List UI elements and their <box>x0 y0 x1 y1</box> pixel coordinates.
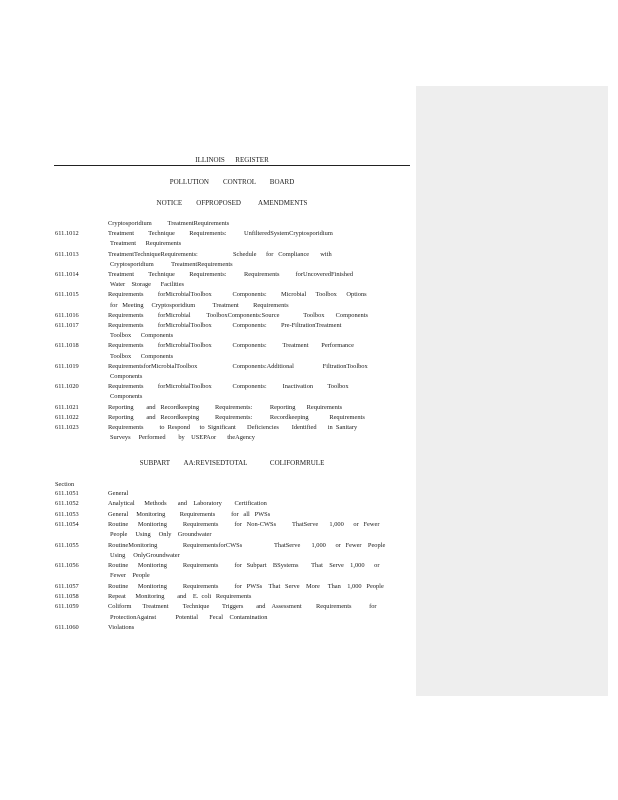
section-number: 611.1058 <box>55 593 79 600</box>
section-title: Cryptosporidium TreatmentRequirements <box>108 220 230 227</box>
section-number: 611.1059 <box>55 603 79 611</box>
section-number: 611.1015 <box>55 291 79 299</box>
subpart-aa-title: SUBPART AA:REVISEDTOTAL COLIFORMRULE <box>139 459 325 467</box>
section-title-continued: ProtectionAgainst Potential Fecal Contamination <box>110 613 268 621</box>
section-title: Routine Monitoring Requirements for Subpart BSystems That Serve 1,000 or <box>108 562 380 570</box>
section-title-continued: Components <box>110 373 143 380</box>
header-rule <box>54 165 410 166</box>
section-title: Treatment Technique Requirements: UnfilteredSystemCryptosporidium <box>108 230 333 238</box>
section-title: Requirements forMicrobialToolbox Components: Pre-FiltrationTreatment <box>108 322 342 329</box>
section-title-continued: Toolbox Components <box>110 332 174 340</box>
section-number: 611.1056 <box>55 562 79 570</box>
section-number: 611.1022 <box>55 413 79 421</box>
section-number: 611.1051 <box>55 490 79 497</box>
section-title-continued: Treatment Requirements <box>110 240 182 248</box>
section-number: 611.1023 <box>55 424 79 431</box>
section-title: TreatmentTechniqueRequirements: Schedule for Compliance with <box>108 250 332 258</box>
section-title: Routine Monitoring Requirements for Non-CWSs ThatServe 1,000 or Fewer <box>108 520 380 528</box>
section-title: Treatment Technique Requirements: Requirements forUncoveredFinished <box>108 271 354 278</box>
section-number: 611.1055 <box>55 541 79 549</box>
section-title: Requirements to Respond to Significant Deficiencies Identified in Sanitary <box>108 424 358 431</box>
section-number: 611.1057 <box>55 582 79 590</box>
section-number: 611.1060 <box>55 623 79 631</box>
section-title: General Monitoring Requirements for all PWSs <box>108 510 271 518</box>
comment-sidebar <box>416 86 608 696</box>
section-title-continued: Fewer People <box>110 572 150 580</box>
section-number: 611.1014 <box>55 271 79 278</box>
section-number: 611.1052 <box>55 500 79 508</box>
section-title: Repeat Monitoring and E. coli Requirements <box>108 593 252 600</box>
section-title-continued: Surveys Performed by USEPAor theAgency <box>110 434 255 442</box>
section-number: 611.1012 <box>55 230 79 238</box>
section-title: Requirements forMicrobialToolbox Components: Inactivation Toolbox <box>108 383 349 391</box>
section-number: 611.1013 <box>55 250 79 258</box>
section-title: Requirements forMicrobial ToolboxComponents:Source Toolbox Components <box>108 311 368 319</box>
section-title: Routine Monitoring Requirements for PWSs That Serve More Than 1,000 People <box>108 582 384 590</box>
board-title: POLLUTION CONTROL BOARD <box>169 178 295 186</box>
section-number: 611.1054 <box>55 520 79 528</box>
section-title-continued: for Meeting Cryptosporidium Treatment Requirements <box>110 301 289 309</box>
section-title: Analytical Methods and Laboratory Certification <box>108 500 267 508</box>
section-title-continued: People Using Only Groundwater <box>110 531 212 539</box>
section-number: 611.1053 <box>55 510 79 518</box>
section-title-continued: Cryptosporidium TreatmentRequirements <box>110 260 233 268</box>
notice-title: NOTICE OFPROPOSED AMENDMENTS <box>156 199 308 207</box>
section-number: 611.1017 <box>55 322 79 329</box>
section-title: RoutineMonitoring RequirementsforCWSs ThatServe 1,000 or Fewer People <box>108 541 386 549</box>
section-number: 611.1020 <box>55 383 79 391</box>
section-number: 611.1016 <box>55 311 79 319</box>
section-title: Coliform Treatment Technique Triggers and Assessment Requirements for <box>108 603 377 611</box>
section-title: Violations <box>108 623 135 631</box>
section-title: Reporting and Recordkeeping Requirements: Reporting Requirements <box>108 403 343 411</box>
register-title: ILLINOIS REGISTER <box>195 156 269 164</box>
section-title: Reporting and Recordkeeping Requirements: Recordkeeping Requirements <box>108 413 365 421</box>
section-number: 611.1021 <box>55 403 79 411</box>
section-title-continued: Using OnlyGroundwater <box>110 551 180 559</box>
section-title: Requirements forMicrobialToolbox Components: Treatment Performance <box>108 342 354 350</box>
section-number: 611.1019 <box>55 362 79 370</box>
section-number: 611.1018 <box>55 342 79 350</box>
section-title: RequirementsforMicrobialToolbox Components:Additional FiltrationToolbox <box>108 362 368 370</box>
section-title-continued: Water Storage Facilities <box>110 281 185 289</box>
section-title-continued: Toolbox Components <box>110 352 174 360</box>
section-title: General <box>108 490 129 497</box>
section-label: Section <box>55 481 75 488</box>
section-title-continued: Components <box>110 393 143 401</box>
section-title: Requirements forMicrobialToolbox Components: Microbial Toolbox Options <box>108 291 367 299</box>
